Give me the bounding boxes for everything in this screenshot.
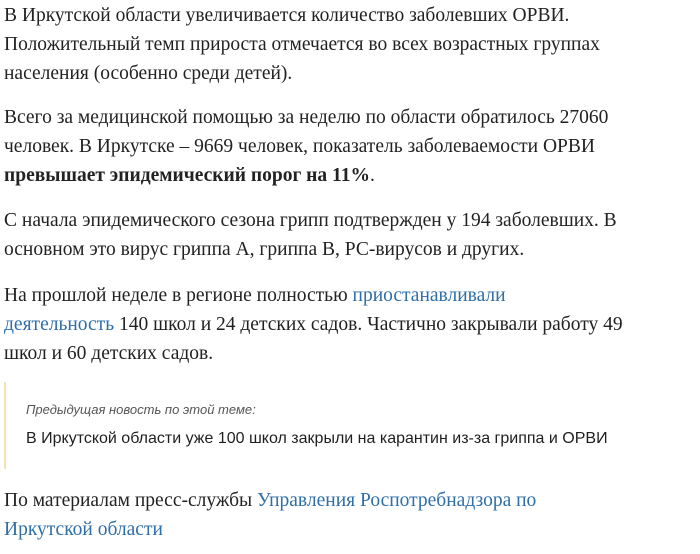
link-text: приостанавливали [352, 285, 506, 306]
paragraph-flu-season [4, 206, 617, 264]
emphasis-threshold: превышает эпидемический порог на 11% [4, 165, 370, 186]
paragraph-line: населения (особенно среди детей). [4, 63, 293, 84]
paragraph-line: 140 школ и 24 детских садов. Частично закрывали работу 49 [114, 314, 623, 335]
source-attribution [4, 486, 536, 544]
paragraph-line: . [369, 165, 375, 186]
paragraph-line: Всего за медицинской помощью за неделю по области обратилось 27060 [4, 107, 609, 128]
related-news-block [4, 382, 692, 469]
paragraph-line: Положительный темп прироста отмечается во всех возрастных группах [4, 34, 600, 55]
related-news-link[interactable]: В Иркутской области уже 100 школ закрыли на карантин из-за гриппа и ОРВИ [26, 430, 608, 447]
link-text: деятельность [4, 314, 115, 335]
paragraph-line: В Иркутской области увеличивается количество заболевших ОРВИ. [4, 5, 570, 26]
paragraph-closures [4, 281, 623, 368]
paragraph-line: основном это вирус гриппа А, гриппа В, РС-вирусов и других. [4, 239, 525, 260]
link-text: Иркутской области [4, 519, 163, 540]
paragraph-line: На прошлой неделе в регионе полностью [4, 285, 353, 306]
paragraph-line: человек. В Иркутске – 9669 человек, показатель заболеваемости ОРВИ [4, 136, 595, 157]
paragraph-intro [4, 1, 600, 88]
paragraph-stats [4, 103, 608, 190]
paragraph-line: школ и 60 детских садов. [4, 343, 214, 364]
paragraph-line: С начала эпидемического сезона грипп подтвержден у 194 заболевших. В [4, 210, 617, 231]
related-news-label: Предыдущая новость по этой теме: [26, 402, 256, 417]
link-text: Управления Роспотребнадзора по [256, 490, 537, 511]
source-text: По материалам пресс-службы [4, 490, 257, 511]
